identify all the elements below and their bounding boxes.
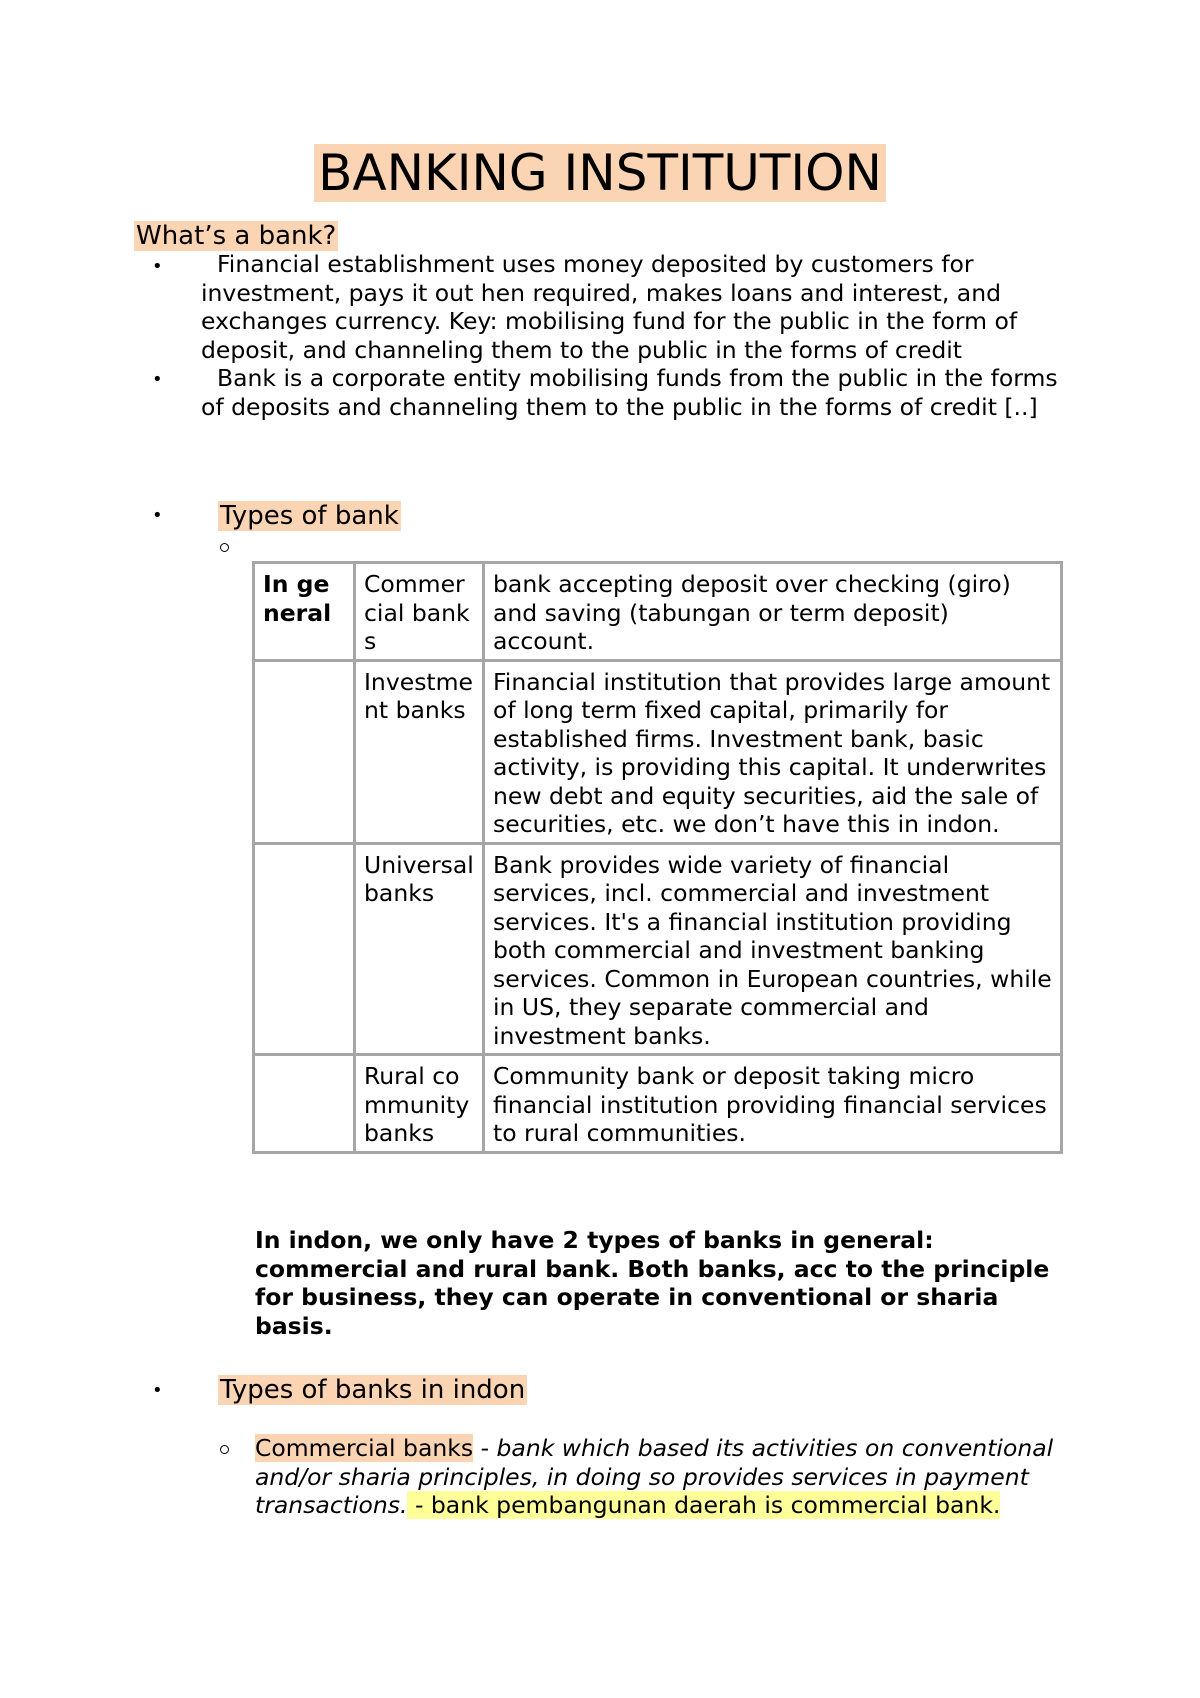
- bank-definition-1: Financial establishment uses money deposited by customers for investment, pays it out hen required, makes loans and interest, and exchanges currency. Key: mobilising fund for the public in the form of deposit, and channeling them to the public in the forms of credit: [201, 250, 1018, 364]
- table-cell-description: Financial institution that provides large amount of long term fixed capital, primarily for established firms. Investment bank, basic activity, is providing this capital. It underwrites new debt and equity securities, aid the sale of securities, etc. we don’t have this in indon.: [484, 660, 1062, 843]
- document-title: [0, 143, 1200, 203]
- sub-bullet-circle-icon: [220, 543, 229, 552]
- table-cell-description: bank accepting deposit over checking (giro) and saving (tabungan or term deposit) account.: [484, 563, 1062, 661]
- table-row: [254, 660, 1062, 843]
- table-cell-group: [254, 843, 355, 1055]
- table-cell-group: [254, 660, 355, 843]
- bullet-dot-icon: •: [152, 369, 163, 390]
- bank-definition-2: Bank is a corporate entity mobilising funds from the public in the forms of deposits and channeling them to the public in the forms of credit [..]: [201, 364, 1058, 421]
- document-title-text: BANKING INSTITUTION: [314, 144, 886, 202]
- heading-types-of-banks-in-indon: [218, 1374, 527, 1406]
- table-row: [254, 843, 1062, 1055]
- bullet-dot-icon: •: [152, 256, 163, 277]
- heading-whats-a-bank: [134, 220, 338, 252]
- table-cell-type: Investment banks: [355, 660, 484, 843]
- bank-types-table: [252, 561, 1063, 1154]
- table-cell-type: Commercial banks: [355, 563, 484, 661]
- sub-bullet-circle-icon: [220, 1445, 229, 1454]
- table-row: [254, 563, 1062, 661]
- table-cell-type: Universal banks: [355, 843, 484, 1055]
- commercial-banks-item: [255, 1434, 1075, 1520]
- heading-whats-a-bank-text: What’s a bank?: [136, 221, 337, 251]
- bullet-dot-icon: •: [152, 1380, 163, 1401]
- table-cell-type: Rural community banks: [355, 1055, 484, 1153]
- commercial-banks-term: Commercial banks: [255, 1434, 474, 1462]
- commercial-banks-highlight-note: - bank pembangunan daerah is commercial bank.: [407, 1491, 1001, 1519]
- indonesia-types-note: In indon, we only have 2 types of banks in general: commercial and rural bank. Both banks, acc to the principle for business, they can operate in conventional or sharia basis.: [255, 1226, 1050, 1340]
- commercial-banks-definition: bank which based its activities on conventional and/or sharia principles, in doing so provides services in payment transactions.: [255, 1434, 1054, 1519]
- heading-types-of-banks-in-indon-text: Types of banks in indon: [220, 1375, 526, 1405]
- heading-types-of-bank: [218, 500, 401, 532]
- table-row: [254, 1055, 1062, 1153]
- heading-types-of-bank-text: Types of bank: [220, 501, 399, 531]
- table-cell-group: [254, 1055, 355, 1153]
- bullet-dot-icon: •: [152, 505, 163, 526]
- table-cell-description: Community bank or deposit taking micro financial institution providing financial services to rural communities.: [484, 1055, 1062, 1153]
- table-cell-group: In general: [254, 563, 355, 661]
- table-cell-description: Bank provides wide variety of financial services, incl. commercial and investment services. It's a financial institution providing both commercial and investment banking services. Common in European countries, while in US, they separate commercial and investment banks.: [484, 843, 1062, 1055]
- commercial-banks-separator: -: [473, 1434, 497, 1462]
